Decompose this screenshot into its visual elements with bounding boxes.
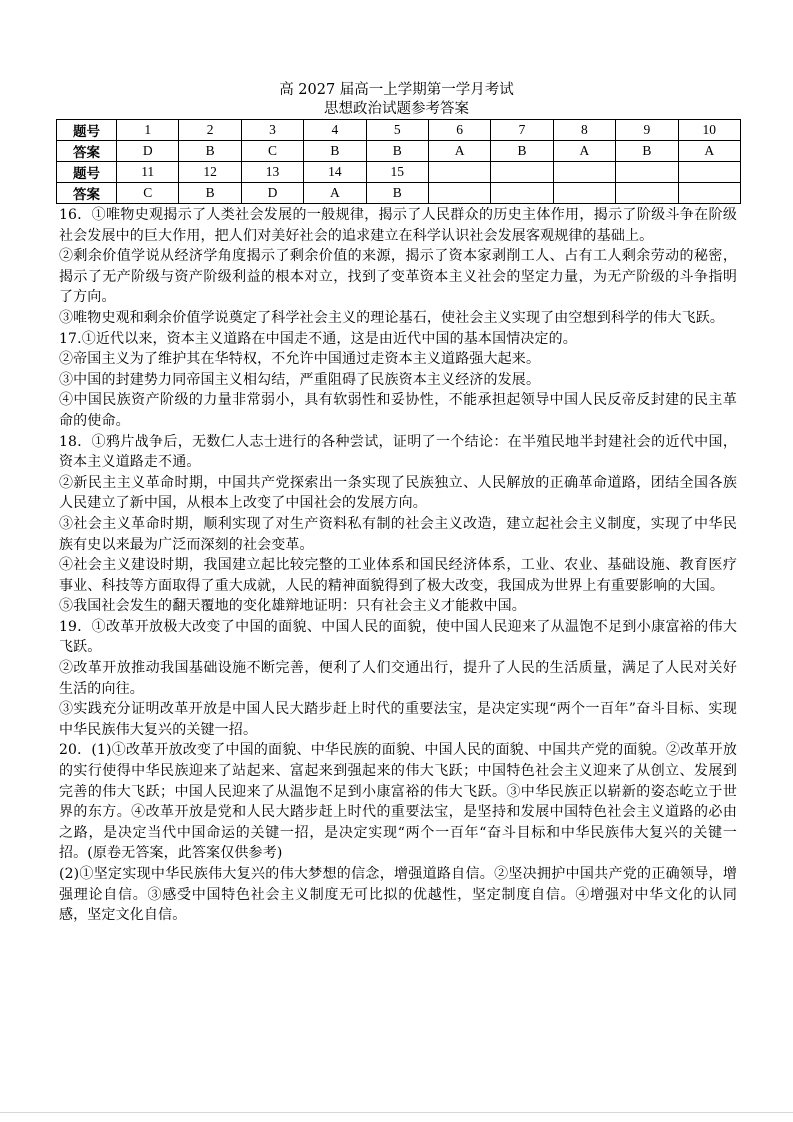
question-number: 9 <box>616 120 678 141</box>
answer-cell: D <box>241 183 303 204</box>
answer-cell: B <box>366 183 428 204</box>
empty-cell <box>491 162 553 183</box>
q17-point-4: ④中国民族资产阶级的力量非常弱小，具有软弱性和妥协性，不能承担起领导中国人民反帝反封建的民主革命的使命。 <box>59 392 737 429</box>
question-number: 5 <box>366 120 428 141</box>
q17-point-1: 17.①近代以来，资本主义道路在中国走不通，这是由近代中国的基本国情决定的。 <box>59 330 577 347</box>
q18-point-1: 18．①鸦片战争后，无数仁人志士进行的各种尝试，证明了一个结论：在半殖民地半封建社会的近代中国，资本主义道路走不通。 <box>59 433 737 471</box>
answer-table <box>56 119 741 204</box>
question-number: 3 <box>241 120 303 141</box>
row-label-answer: 答案 <box>57 183 117 204</box>
question-number: 14 <box>304 162 366 183</box>
q17-point-3: ③中国的封建势力同帝国主义相勾结，严重阻碍了民族资本主义经济的发展。 <box>59 371 541 388</box>
q16-point-1: 16．①唯物史观揭示了人类社会发展的一般规律，揭示了人民群众的历史主体作用，揭示了阶级斗争在阶级社会发展中的巨大作用，把人们对美好社会的追求建立在科学认识社会发展客观规律的基础上。 <box>59 207 737 244</box>
table-row-numbers-2 <box>57 162 741 183</box>
question-number: 4 <box>304 120 366 141</box>
empty-cell <box>428 183 490 204</box>
answer-cell: D <box>117 141 179 162</box>
row-label-number: 题号 <box>57 162 117 183</box>
empty-cell <box>678 162 740 183</box>
question-number: 2 <box>179 120 241 141</box>
answer-cell: A <box>678 141 740 162</box>
empty-cell <box>553 162 615 183</box>
question-number: 11 <box>117 162 179 183</box>
question-number: 10 <box>678 120 740 141</box>
answer-cell: A <box>428 141 490 162</box>
empty-cell <box>491 183 553 204</box>
row-label-number: 题号 <box>57 120 117 141</box>
q16-point-2: ②剩余价值学说从经济学角度揭示了剩余价值的来源，揭示了资本家剥削工人、占有工人剩余劳动的秘密，揭示了无产阶级与资产阶级利益的根本对立，找到了变革资本主义社会的坚定力量，为无产阶级的斗争指明了方向。 <box>59 248 737 306</box>
page-bottom-divider <box>0 1112 793 1113</box>
q18-point-2: ②新民主主义革命时期，中国共产党探索出一条实现了民族独立、人民解放的正确革命道路，团结全国各族人民建立了新中国，从根本上改变了中国社会的发展方向。 <box>59 474 737 512</box>
row-label-answer: 答案 <box>57 141 117 162</box>
answer-cell: A <box>553 141 615 162</box>
question-number: 13 <box>241 162 303 183</box>
exam-subtitle: 思想政治试题参考答案 <box>324 101 469 117</box>
q19-point-3: ③实践充分证明改革开放是中国人民大踏步赶上时代的重要法宝，是决定实现“两个一百年”奋斗目标、实现中华民族伟大复兴的关键一招。 <box>59 701 737 738</box>
q17-point-2: ②帝国主义为了维护其在华特权，不允许中国通过走资本主义道路强大起来。 <box>59 351 541 368</box>
table-row-answers-2 <box>57 183 741 204</box>
q19-point-2: ②改革开放推动我国基础设施不断完善，便利了人们交通出行，提升了人民的生活质量，满足了人民对关好生活的向往。 <box>59 660 737 697</box>
answer-cell: B <box>616 141 678 162</box>
answer-cell: B <box>179 141 241 162</box>
question-number: 7 <box>491 120 553 141</box>
q18-point-5: ⑤我国社会发生的翻天覆地的变化雄辩地证明：只有社会主义才能救中国。 <box>59 598 526 615</box>
question-number: 8 <box>553 120 615 141</box>
empty-cell <box>428 162 490 183</box>
answer-cell: B <box>179 183 241 204</box>
empty-cell <box>616 183 678 204</box>
q20-part-2: (2)①坚定实现中华民族伟大复兴的伟大梦想的信念，增强道路自信。②坚决拥护中国共产党的正确领导，增强理论自信。③感受中国特色社会主义制度无可比拟的优越性，坚定制度自信。④增强对中华文化的认同感，坚定文化自信。 <box>59 866 737 924</box>
table-row-numbers-1 <box>57 120 741 141</box>
q16-point-3: ③唯物史观和剩余价值学说奠定了科学社会主义的理论基石，使社会主义实现了由空想到科学的伟大飞跃。 <box>59 309 725 326</box>
answer-cell: B <box>366 141 428 162</box>
table-row-answers-1 <box>57 141 741 162</box>
answer-cell: A <box>304 183 366 204</box>
q18-point-4: ④社会主义建设时期，我国建立起比较完整的工业体系和国民经济体系，工业、农业、基础设施、教育医疗事业、科技等方面取得了重大成就，人民的精神面貌得到了极大改变，我国成为世界上有重要影响的大国。 <box>59 557 737 594</box>
answer-cell: C <box>241 141 303 162</box>
question-number: 12 <box>179 162 241 183</box>
question-number: 6 <box>428 120 490 141</box>
answer-explanations <box>59 205 737 926</box>
answer-cell: B <box>491 141 553 162</box>
question-number: 15 <box>366 162 428 183</box>
answer-cell: B <box>304 141 366 162</box>
q18-point-3: ③社会主义革命时期，顺利实现了对生产资料私有制的社会主义改造，建立起社会主义制度，实现了中华民族有史以来最为广泛而深刻的社会变革。 <box>59 515 737 553</box>
empty-cell <box>616 162 678 183</box>
q19-point-1: 19．①改革开放极大改变了中国的面貌、中国人民的面貌，使中国人民迎来了从温饱不足到小康富裕的伟大飞跃。 <box>59 618 737 656</box>
empty-cell <box>553 183 615 204</box>
q20-part-1: 20．(1)①改革开放改变了中国的面貌、中华民族的面貌、中国人民的面貌、中国共产党的面貌。②改革开放的实行使得中华民族迎来了站起来、富起来到强起来的伟大飞跃；中国特色社会主义迎来了从创立、发展到完善的伟大飞跃；中国人民迎来了从温饱不足到小康富裕的伟大飞跃。③中华民族正以崭新的姿态屹立于世界的东方。④改革开放是党和人民大踏步赶上时代的重要法宝，是坚持和发展中国特色社会主义道路的必由之路，是决定当代中国命运的关键一招，是决定实现“两个一百年“奋斗目标和中华民族伟大复兴的关键一招。(原卷无答案，此答案仅供参考) <box>59 742 737 862</box>
answer-cell: C <box>117 183 179 204</box>
exam-title: 高 2027 届高一上学期第一学月考试 <box>279 82 514 98</box>
empty-cell <box>678 183 740 204</box>
question-number: 1 <box>117 120 179 141</box>
